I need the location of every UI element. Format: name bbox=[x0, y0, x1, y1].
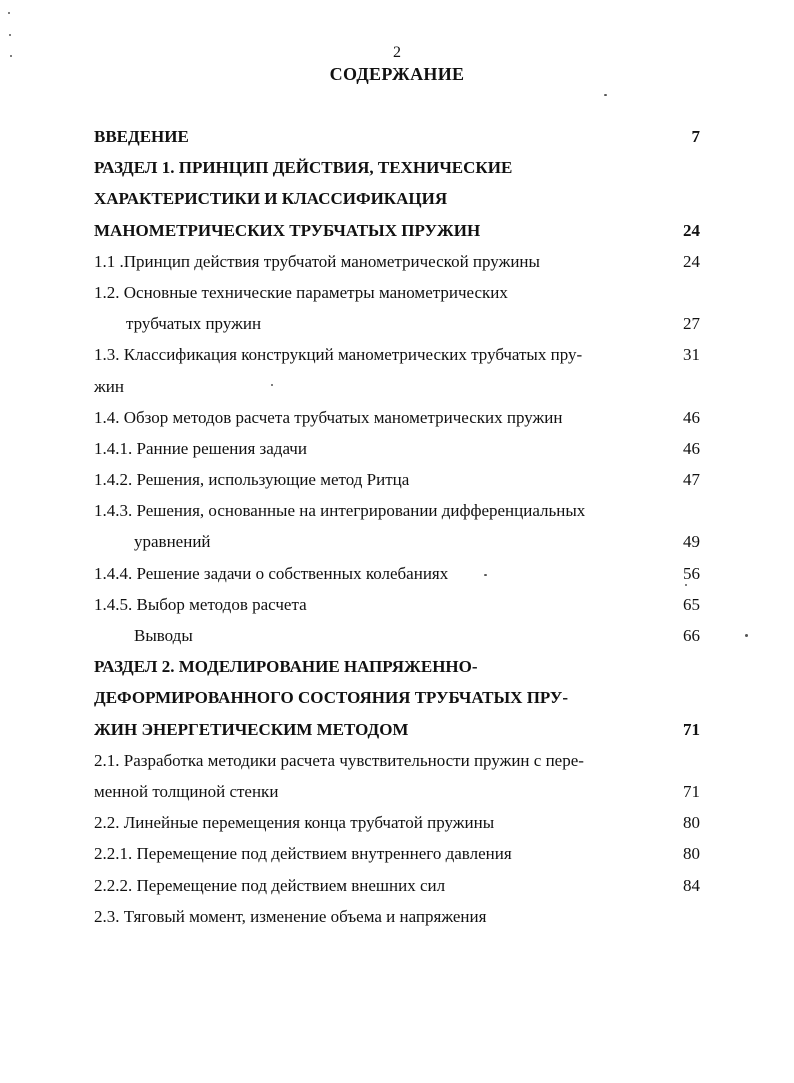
toc-entry-title: жин bbox=[94, 376, 124, 396]
toc-entry bbox=[0, 402, 794, 433]
toc-entry-title: 2.2.1. Перемещение под действием внутреннего давления bbox=[94, 844, 512, 864]
toc-entry bbox=[0, 464, 794, 495]
toc-entry-title: ЖИН ЭНЕРГЕТИЧЕСКИМ МЕТОДОМ bbox=[94, 719, 409, 739]
scan-speck bbox=[9, 34, 11, 36]
toc-entry-title: РАЗДЕЛ 2. МОДЕЛИРОВАНИЕ НАПРЯЖЕННО- bbox=[94, 657, 478, 677]
toc-entry-title: 2.2. Линейные перемещения конца трубчатой пружины bbox=[94, 813, 495, 833]
toc-entry bbox=[0, 776, 794, 807]
page-number: 2 bbox=[393, 44, 401, 61]
toc-entry-page: 49 bbox=[683, 532, 700, 552]
toc-entry-title: ХАРАКТЕРИСТИКИ И КЛАССИФИКАЦИЯ bbox=[94, 189, 448, 209]
toc-entry bbox=[0, 495, 794, 526]
toc-entry-title: 1.1 .Принцип действия трубчатой манометрической пружины bbox=[94, 251, 540, 271]
toc-entry-title: 2.3. Тяговый момент, изменение объема и напряжения bbox=[94, 906, 487, 926]
toc-entry bbox=[0, 308, 794, 339]
toc-entry-page: 80 bbox=[683, 844, 700, 864]
toc-entry-page: 27 bbox=[683, 314, 700, 334]
toc-entry-title: 1.4.1. Ранние решения задачи bbox=[94, 438, 307, 458]
toc-entry-page: 24 bbox=[683, 220, 700, 240]
toc-entry bbox=[0, 277, 794, 308]
toc-entry-title: ДЕФОРМИРОВАННОГО СОСТОЯНИЯ ТРУБЧАТЫХ ПРУ- bbox=[94, 688, 569, 708]
toc-entry bbox=[0, 558, 794, 589]
scan-speck bbox=[8, 12, 10, 14]
toc-entry-page: 84 bbox=[683, 875, 700, 895]
page-title: СОДЕРЖАНИЕ bbox=[329, 64, 465, 84]
toc-entry-page: 71 bbox=[683, 719, 700, 739]
toc-entry bbox=[0, 901, 794, 932]
toc-entry-title: уравнений bbox=[134, 532, 211, 552]
toc-entry-page: 80 bbox=[683, 813, 700, 833]
toc-entry bbox=[0, 371, 794, 402]
toc-entry-title: трубчатых пружин bbox=[126, 314, 262, 334]
toc-entry bbox=[0, 620, 794, 651]
toc-entry bbox=[0, 589, 794, 620]
scan-speck bbox=[271, 384, 273, 386]
scan-speck bbox=[745, 634, 748, 637]
toc-entry-page: 71 bbox=[683, 781, 700, 801]
toc-entry bbox=[0, 682, 794, 713]
toc-entry-title: 1.4.2. Решения, использующие метод Ритца bbox=[94, 470, 410, 490]
toc-entry bbox=[0, 745, 794, 776]
toc-entry bbox=[0, 838, 794, 869]
toc-entry bbox=[0, 152, 794, 183]
toc-entry-title: 1.4.5. Выбор методов расчета bbox=[94, 594, 307, 614]
toc-entry-page: 24 bbox=[683, 251, 700, 271]
toc-entry-title: МАНОМЕТРИЧЕСКИХ ТРУБЧАТЫХ ПРУЖИН bbox=[94, 220, 481, 240]
toc-entry-title: Выводы bbox=[134, 626, 193, 645]
toc-entry bbox=[0, 121, 794, 152]
toc-entry bbox=[0, 246, 794, 277]
toc-entry bbox=[0, 183, 794, 214]
toc-entry bbox=[0, 526, 794, 557]
toc-entry bbox=[0, 807, 794, 838]
toc-entry-title: ВВЕДЕНИЕ bbox=[94, 127, 189, 146]
toc-entry-page: 31 bbox=[683, 345, 700, 365]
toc-entry-page: 46 bbox=[683, 438, 700, 458]
toc-entry-title: 1.4.4. Решение задачи о собственных колебаниях bbox=[94, 563, 449, 583]
table-of-contents bbox=[0, 121, 794, 932]
toc-entry bbox=[0, 433, 794, 464]
toc-entry bbox=[0, 215, 794, 246]
toc-entry-page: 66 bbox=[683, 626, 700, 645]
toc-entry-title: 1.4.3. Решения, основанные на интегрировании дифференциальных bbox=[94, 501, 586, 521]
toc-entry bbox=[0, 870, 794, 901]
toc-entry-page: 65 bbox=[683, 594, 700, 614]
toc-entry bbox=[0, 651, 794, 682]
toc-entry-title: 1.2. Основные технические параметры манометрических bbox=[94, 282, 508, 302]
toc-entry-title: РАЗДЕЛ 1. ПРИНЦИП ДЕЙСТВИЯ, ТЕХНИЧЕСКИЕ bbox=[94, 158, 513, 178]
toc-entry-page: 56 bbox=[683, 563, 700, 583]
scan-speck bbox=[604, 94, 607, 96]
toc-entry-title: 2.1. Разработка методики расчета чувствительности пружин с пере- bbox=[94, 750, 584, 770]
toc-entry-title: 1.3. Классификация конструкций манометрических трубчатых пру- bbox=[94, 345, 583, 365]
toc-entry-title: 2.2.2. Перемещение под действием внешних сил bbox=[94, 875, 446, 895]
scan-speck bbox=[685, 584, 687, 586]
toc-entry-page: 7 bbox=[691, 127, 700, 146]
scan-speck bbox=[10, 55, 12, 57]
scan-speck bbox=[484, 574, 487, 576]
toc-entry-page: 46 bbox=[683, 407, 700, 427]
toc-entry bbox=[0, 339, 794, 370]
toc-entry-title: менной толщиной стенки bbox=[94, 781, 279, 801]
toc-entry-page: 47 bbox=[683, 470, 700, 490]
toc-entry bbox=[0, 714, 794, 745]
toc-entry-title: 1.4. Обзор методов расчета трубчатых манометрических пружин bbox=[94, 407, 563, 427]
